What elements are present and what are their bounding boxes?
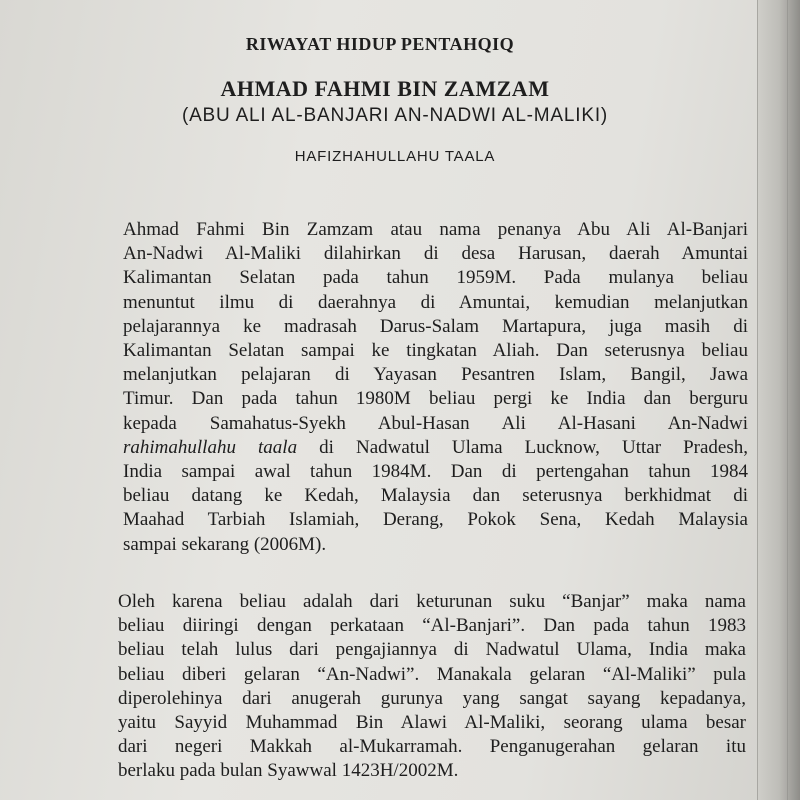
author-alias: (ABU ALI AL-BANJARI AN-NADWI AL-MALIKI) <box>181 105 609 126</box>
paragraph-line: dari negeri Makkah al-Mukarramah. Penganugerahan gelaran itu <box>118 736 746 758</box>
biography-paragraph-2 <box>118 590 746 784</box>
biography-paragraph-1 <box>123 218 748 557</box>
paragraph-line-rest: di Nadwatul Ulama Lucknow, Uttar Pradesh, <box>319 436 749 458</box>
paragraph-line: pelajarannya ke madrasah Darus-Salam Martapura, juga masih di <box>123 315 748 337</box>
paragraph-line: Oleh karena beliau adalah dari keturunan suku “Banjar” maka nama <box>118 591 746 612</box>
paragraph-line: India sampai awal tahun 1984M. Dan di pertengahan tahun 1984 <box>123 461 748 483</box>
paragraph-line: berlaku pada bulan Syawwal 1423H/2002M. <box>118 760 459 782</box>
paragraph-line: beliau diberi gelaran “An-Nadwi”. Manakala gelaran “Al-Maliki” pula <box>118 663 746 685</box>
paragraph-line: sampai sekarang (2006M). <box>123 533 327 555</box>
paragraph-line: diperolehinya dari anugerah gurunya yang sangat sayang kepadanya, <box>118 687 746 709</box>
paragraph-line: Kalimantan Selatan sampai ke tingkatan Aliah. Dan seterusnya beliau <box>123 340 748 362</box>
paragraph-line: beliau telah lulus dari pengajiannya di Nadwatul Ulama, India maka <box>118 639 746 661</box>
paragraph-line: beliau datang ke Kedah, Malaysia dan seterusnya berkhidmat di <box>123 485 748 507</box>
paragraph-line: beliau diiringi dengan perkataan “Al-Banjari”. Dan pada tahun 1983 <box>118 615 746 637</box>
section-heading: RIWAYAT HIDUP PENTAHQIQ <box>245 34 515 54</box>
honorific: HAFIZHAHULLAHU TAALA <box>294 148 496 165</box>
paragraph-line: kepada Samahatus-Syekh Abul-Hasan Ali Al-Hasani An-Nadwi <box>123 412 748 434</box>
italic-phrase: rahimahullahu taala <box>123 436 298 458</box>
paragraph-line: Maahad Tarbiah Islamiah, Derang, Pokok Sena, Kedah Malaysia <box>123 509 748 531</box>
paragraph-line: menuntut ilmu di daerahnya di Amuntai, kemudian melanjutkan <box>123 291 748 313</box>
paragraph-line: An-Nadwi Al-Maliki dilahirkan di desa Harusan, daerah Amuntai <box>123 243 748 265</box>
author-name: AHMAD FAHMI BIN ZAMZAM <box>220 76 550 101</box>
paragraph-line: yaitu Sayyid Muhammad Bin Alawi Al-Maliki, seorang ulama besar <box>118 712 746 734</box>
paragraph-line: Kalimantan Selatan pada tahun 1959M. Pada mulanya beliau <box>123 267 748 289</box>
paragraph-line: Timur. Dan pada tahun 1980M beliau pergi ke India dan berguru <box>123 388 748 410</box>
paragraph-line: melanjutkan pelajaran di Yayasan Pesantren Islam, Bangil, Jawa <box>123 364 748 386</box>
paragraph-line: Ahmad Fahmi Bin Zamzam atau nama penanya Abu Ali Al-Banjari <box>123 219 748 240</box>
paragraph-line-with-italic <box>123 436 748 460</box>
